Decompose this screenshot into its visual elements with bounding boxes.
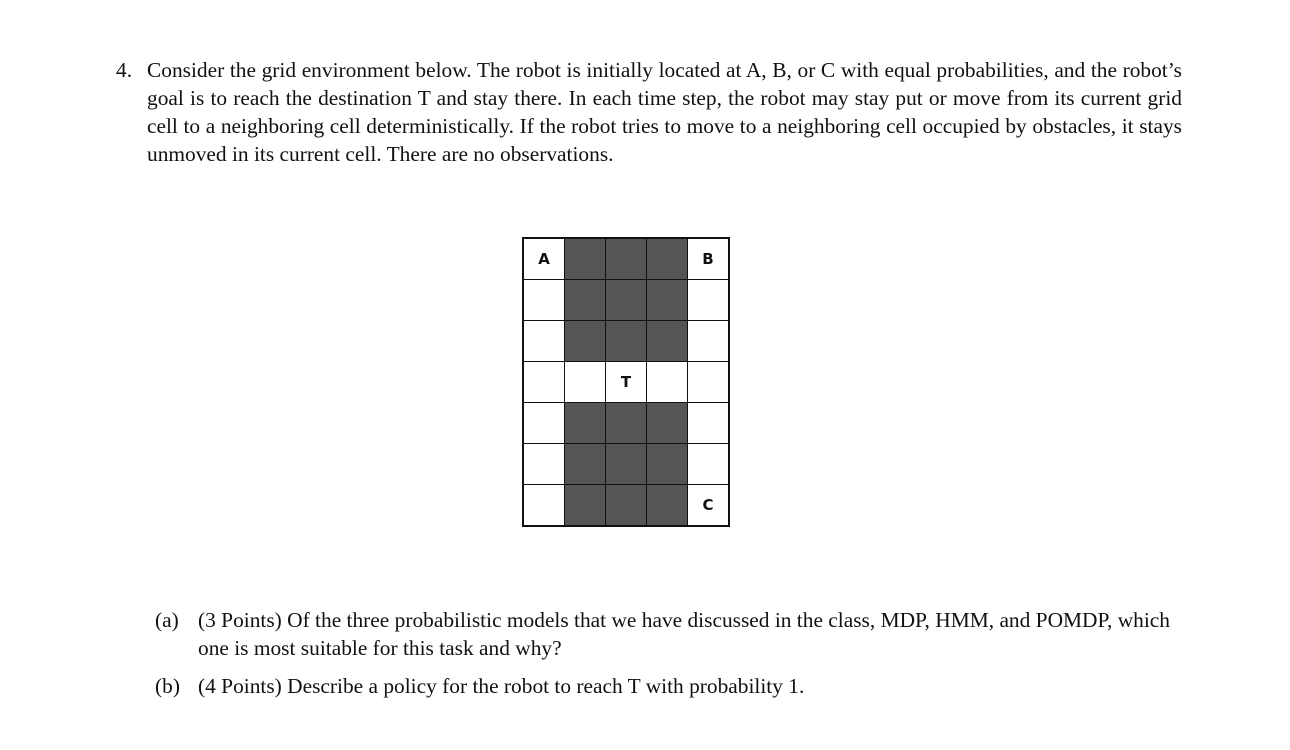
problem-text: Consider the grid environment below. The robot is initially located at A, B, or C with equal probabilities, and the robot’s goal is to reach the destination T and stay there. In each time step, the robot may stay put or move from its current grid cell to a neighboring cell deterministically. If the robot tries to move to a neighboring cell occupied by obstacles, it stays unmoved in its current cell. There are no observations. [147,58,1182,166]
obstacle-cell [647,238,688,280]
empty-cell [523,403,565,444]
grid-cell-a: A [523,238,565,280]
grid-row [523,444,729,485]
part-b-label: (b) [155,674,180,698]
part-a-label: (a) [155,608,179,632]
obstacle-cell [606,485,647,527]
grid-row [523,238,729,280]
empty-cell [565,362,606,403]
empty-cell [523,444,565,485]
grid-environment [522,237,730,527]
grid-row [523,485,729,527]
part-b-text: (4 Points) Describe a policy for the robot to reach T with probability 1. [198,674,805,698]
obstacle-cell [647,444,688,485]
grid-cell-c: C [688,485,730,527]
grid-cell-b: B [688,238,730,280]
obstacle-cell [647,321,688,362]
obstacle-cell [606,280,647,321]
part-a [155,606,1182,662]
empty-cell [688,444,730,485]
empty-cell [647,362,688,403]
empty-cell [523,485,565,527]
obstacle-cell [606,321,647,362]
obstacle-cell [565,485,606,527]
obstacle-cell [565,321,606,362]
empty-cell [688,362,730,403]
obstacle-cell [606,444,647,485]
part-a-text: (3 Points) Of the three probabilistic models that we have discussed in the class, MDP, HMM, and POMDP, which one is most suitable for this task and why? [198,608,1170,660]
empty-cell [688,403,730,444]
obstacle-cell [606,238,647,280]
grid-row [523,362,729,403]
obstacle-cell [647,280,688,321]
grid-row [523,321,729,362]
obstacle-cell [565,444,606,485]
empty-cell [523,280,565,321]
obstacle-cell [565,238,606,280]
grid-cell-t: T [606,362,647,403]
grid-row [523,280,729,321]
part-b [155,672,1182,700]
grid-row [523,403,729,444]
obstacle-cell [565,403,606,444]
empty-cell [688,280,730,321]
obstacle-cell [565,280,606,321]
empty-cell [523,362,565,403]
obstacle-cell [606,403,647,444]
obstacle-cell [647,403,688,444]
question-parts [155,606,1182,710]
empty-cell [688,321,730,362]
empty-cell [523,321,565,362]
problem-statement [116,56,1182,168]
problem-number: 4. [116,58,133,82]
obstacle-cell [647,485,688,527]
